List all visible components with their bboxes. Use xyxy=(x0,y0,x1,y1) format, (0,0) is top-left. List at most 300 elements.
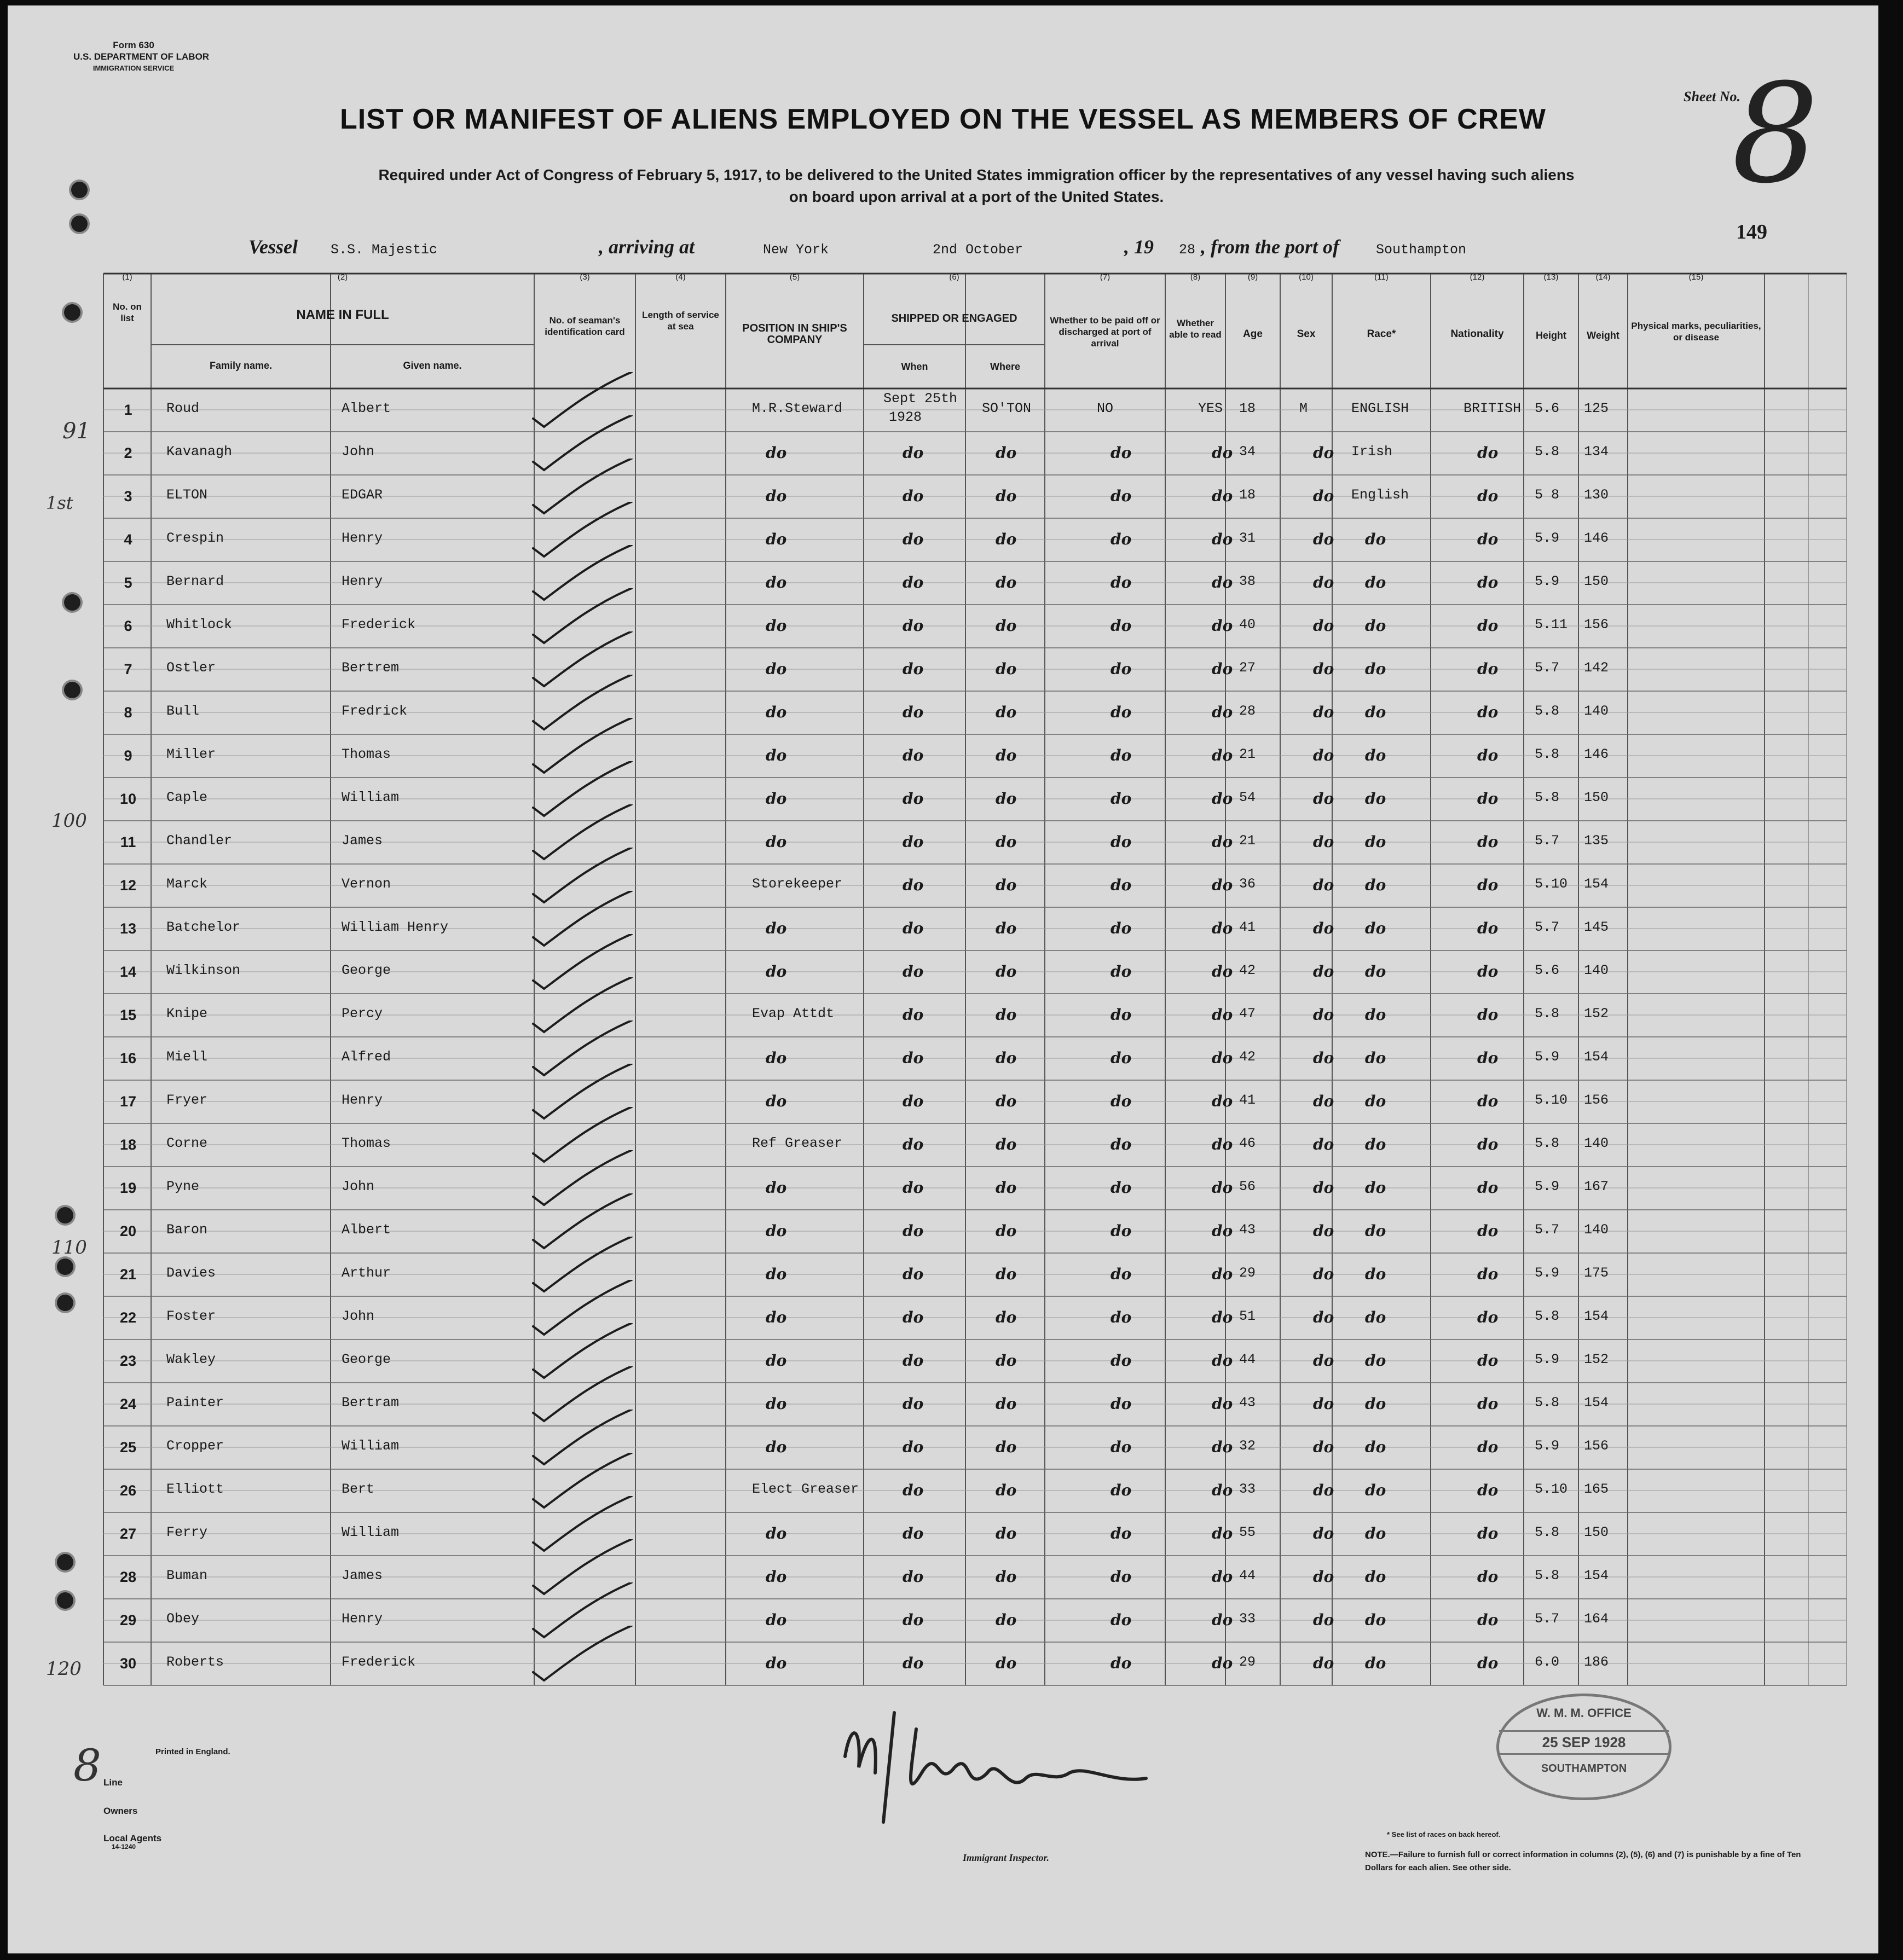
header-card: No. of seaman's identification card xyxy=(545,315,625,337)
cell-nat: do xyxy=(1477,1481,1499,1499)
cell-sex: do xyxy=(1313,703,1334,721)
margin-note: 120 xyxy=(46,1658,82,1680)
cell-read: do xyxy=(1212,876,1233,894)
cell-where: do xyxy=(996,1611,1017,1629)
cell-read: do xyxy=(1212,1049,1233,1067)
cell-paid: do xyxy=(1110,1092,1132,1110)
cell-when: do xyxy=(903,703,924,721)
cell-given: Bert xyxy=(342,1481,375,1497)
header-no: No. on list xyxy=(113,301,142,323)
cell-where: do xyxy=(996,530,1017,548)
cell-paid: do xyxy=(1110,1049,1132,1067)
arriving-label: , arriving at xyxy=(599,236,695,258)
cell-position: do xyxy=(766,487,787,505)
header-name: NAME IN FULL xyxy=(296,308,389,322)
cell-age: 44 xyxy=(1239,1352,1256,1367)
row-number: 23 xyxy=(119,1352,137,1369)
header-given: Given name. xyxy=(403,360,462,371)
row-number: 12 xyxy=(119,877,137,894)
cell-read: do xyxy=(1212,1611,1233,1629)
cell-height: 5.8 xyxy=(1535,1568,1560,1584)
cell-read: do xyxy=(1212,530,1233,548)
cell-nat: do xyxy=(1477,1654,1499,1672)
cell-height: 5.9 xyxy=(1535,1352,1560,1367)
row-number: 5 xyxy=(124,574,132,591)
cell-race: do xyxy=(1365,1179,1386,1197)
cell-position: do xyxy=(766,1352,787,1370)
cell-position: do xyxy=(766,1395,787,1413)
cell-age: 56 xyxy=(1239,1179,1256,1194)
cell-where: do xyxy=(996,1481,1017,1499)
margin-note: 1st xyxy=(46,492,73,513)
cell-when-date: Sept 25th xyxy=(883,391,958,407)
cell-sex: do xyxy=(1313,1308,1334,1326)
cell-position: do xyxy=(766,1438,787,1456)
stamp-number: 149 xyxy=(1736,221,1767,243)
cell-height: 5.9 xyxy=(1535,573,1560,589)
header-age: Age xyxy=(1243,328,1263,340)
cell-nat: do xyxy=(1477,617,1499,635)
cell-position: do xyxy=(766,1222,787,1240)
cell-race: do xyxy=(1365,1049,1386,1067)
cell-where: do xyxy=(996,1265,1017,1283)
line-label: Line xyxy=(103,1777,123,1788)
cell-age: 27 xyxy=(1239,660,1256,676)
cell-race: ENGLISH xyxy=(1351,401,1409,416)
cell-height: 5.9 xyxy=(1535,1179,1560,1194)
cell-sex: do xyxy=(1313,1524,1334,1543)
cell-where: do xyxy=(996,1179,1017,1197)
row-number: 4 xyxy=(124,531,132,548)
column-number: (7) xyxy=(1100,272,1110,282)
cell-age: 38 xyxy=(1239,573,1256,589)
cell-weight: 146 xyxy=(1584,746,1609,762)
row-number: 20 xyxy=(119,1222,137,1239)
cell-when: do xyxy=(903,1222,924,1240)
agents-code: 14-1240 xyxy=(112,1843,136,1851)
cell-age: 29 xyxy=(1239,1654,1256,1670)
cell-given: William Henry xyxy=(342,919,449,935)
cell-weight: 165 xyxy=(1584,1481,1609,1497)
header-service: Length of service at sea xyxy=(642,310,719,332)
cell-when: do xyxy=(903,1049,924,1067)
cell-position: do xyxy=(766,1092,787,1110)
cell-when: do xyxy=(903,1308,924,1326)
cell-race: do xyxy=(1365,1611,1386,1629)
cell-race: do xyxy=(1365,746,1386,764)
cell-height: 5.8 xyxy=(1535,1006,1560,1022)
cell-given: Frederick xyxy=(342,1654,416,1670)
row-number: 26 xyxy=(119,1482,137,1499)
cell-weight: 156 xyxy=(1584,1092,1609,1108)
cell-family: Bull xyxy=(166,703,200,719)
cell-weight: 146 xyxy=(1584,530,1609,546)
cell-read: do xyxy=(1212,617,1233,635)
header-marks: Physical marks, peculiarities, or disease xyxy=(1631,321,1761,343)
cell-paid: do xyxy=(1110,530,1132,548)
cell-position: do xyxy=(766,1524,787,1543)
cell-nat: do xyxy=(1477,962,1499,981)
cell-weight: 140 xyxy=(1584,962,1609,978)
cell-family: Ferry xyxy=(166,1524,208,1540)
header-height: Height xyxy=(1536,330,1566,341)
cell-height: 5.8 xyxy=(1535,1524,1560,1540)
row-number: 6 xyxy=(124,617,132,634)
cell-nat: do xyxy=(1477,487,1499,505)
cell-given: Thomas xyxy=(342,746,391,762)
cell-age: 42 xyxy=(1239,962,1256,978)
cell-race: do xyxy=(1365,703,1386,721)
cell-given: Henry xyxy=(342,573,383,589)
cell-height: 5.8 xyxy=(1535,1395,1560,1411)
cell-when: do xyxy=(903,1265,924,1283)
cell-sex: do xyxy=(1313,746,1334,764)
cell-sex: do xyxy=(1313,1265,1334,1283)
header-read: Whether able to read xyxy=(1169,318,1222,340)
from-port: Southampton xyxy=(1376,242,1467,258)
header-paid: Whether to be paid off or discharged at port of arrival xyxy=(1050,315,1160,349)
cell-family: Cropper xyxy=(166,1438,224,1454)
cell-sex: do xyxy=(1313,660,1334,678)
manifest-sheet xyxy=(8,5,1878,1953)
cell-position: do xyxy=(766,746,787,764)
cell-paid: do xyxy=(1110,790,1132,808)
row-number: 28 xyxy=(119,1568,137,1585)
cell-race: do xyxy=(1365,1654,1386,1672)
row-number: 30 xyxy=(119,1655,137,1672)
cell-family: Buman xyxy=(166,1568,208,1584)
inspector-signature xyxy=(829,1691,1157,1855)
cell-age: 42 xyxy=(1239,1049,1256,1065)
header-family: Family name. xyxy=(209,360,273,371)
cell-weight: 142 xyxy=(1584,660,1609,676)
cell-paid: do xyxy=(1110,919,1132,937)
cell-position: do xyxy=(766,1179,787,1197)
cell-sex: do xyxy=(1313,919,1334,937)
cell-age: 55 xyxy=(1239,1524,1256,1540)
column-number: (13) xyxy=(1543,272,1559,282)
row-number: 10 xyxy=(119,790,137,807)
cell-nat: do xyxy=(1477,1222,1499,1240)
cell-given: Thomas xyxy=(342,1135,391,1151)
cell-weight: 145 xyxy=(1584,919,1609,935)
cell-read: do xyxy=(1212,1352,1233,1370)
cell-height: 5.8 xyxy=(1535,444,1560,460)
cell-family: Bernard xyxy=(166,573,224,589)
cell-age: 32 xyxy=(1239,1438,1256,1454)
column-number: (2) xyxy=(337,272,348,282)
year-prefix: , 19 xyxy=(1124,236,1154,258)
cell-where: SO'TON xyxy=(982,401,1032,416)
cell-when: do xyxy=(903,1438,924,1456)
cell-race: do xyxy=(1365,1481,1386,1499)
cell-read: do xyxy=(1212,487,1233,505)
cell-given: Frederick xyxy=(342,617,416,633)
cell-race: Irish xyxy=(1351,444,1393,460)
cell-nat: do xyxy=(1477,660,1499,678)
cell-weight: 186 xyxy=(1584,1654,1609,1670)
row-number: 9 xyxy=(124,747,132,764)
cell-read: do xyxy=(1212,1524,1233,1543)
cell-when: do xyxy=(903,573,924,592)
cell-nat: do xyxy=(1477,919,1499,937)
arrival-date: 2nd October xyxy=(933,242,1023,258)
cell-when: do xyxy=(903,617,924,635)
cell-height: 6.0 xyxy=(1535,1654,1560,1670)
cell-position: do xyxy=(766,703,787,721)
cell-nat: do xyxy=(1477,1092,1499,1110)
cell-weight: 135 xyxy=(1584,833,1609,849)
header-when: When xyxy=(901,361,928,372)
cell-when: do xyxy=(903,1395,924,1413)
cell-nat: do xyxy=(1477,1438,1499,1456)
cell-age: 18 xyxy=(1239,401,1256,416)
cell-age: 21 xyxy=(1239,833,1256,849)
cell-nat: BRITISH xyxy=(1464,401,1522,416)
sheet-number: 8 xyxy=(1732,54,1819,213)
cell-family: Painter xyxy=(166,1395,224,1411)
row-number: 19 xyxy=(119,1179,137,1196)
cell-race: do xyxy=(1365,876,1386,894)
cell-read: YES xyxy=(1198,401,1223,416)
cell-age: 36 xyxy=(1239,876,1256,892)
cell-given: Vernon xyxy=(342,876,391,892)
cell-nat: do xyxy=(1477,1049,1499,1067)
cell-paid: do xyxy=(1110,1524,1132,1543)
cell-position: do xyxy=(766,617,787,635)
cell-height: 5.7 xyxy=(1535,833,1560,849)
cell-paid: do xyxy=(1110,1481,1132,1499)
cell-sex: do xyxy=(1313,1049,1334,1067)
cell-sex: do xyxy=(1313,1438,1334,1456)
cell-position: do xyxy=(766,1265,787,1283)
cell-read: do xyxy=(1212,660,1233,678)
cell-family: Crespin xyxy=(166,530,224,546)
cell-age: 51 xyxy=(1239,1308,1256,1324)
cell-sex: do xyxy=(1313,1395,1334,1413)
cell-race: English xyxy=(1351,487,1409,503)
cell-where: do xyxy=(996,746,1017,764)
cell-age: 31 xyxy=(1239,530,1256,546)
cell-nat: do xyxy=(1477,1568,1499,1586)
cell-paid: do xyxy=(1110,962,1132,981)
cell-race: do xyxy=(1365,617,1386,635)
cell-when: do xyxy=(903,790,924,808)
cell-read: do xyxy=(1212,1179,1233,1197)
cell-paid: do xyxy=(1110,1179,1132,1197)
cell-family: Foster xyxy=(166,1308,216,1324)
cell-nat: do xyxy=(1477,790,1499,808)
column-number: (10) xyxy=(1299,272,1314,282)
header-position: POSITION IN SHIP'S COMPANY xyxy=(742,322,847,346)
cell-where: do xyxy=(996,1308,1017,1326)
cell-sex: do xyxy=(1313,1611,1334,1629)
row-number: 3 xyxy=(124,488,132,505)
page-title: LIST OR MANIFEST OF ALIENS EMPLOYED ON THE VESSEL AS MEMBERS OF CREW xyxy=(340,103,1546,135)
cell-given: Henry xyxy=(342,1611,383,1627)
cell-where: do xyxy=(996,790,1017,808)
cell-read: do xyxy=(1212,790,1233,808)
cell-given: William xyxy=(342,1524,400,1540)
cell-age: 43 xyxy=(1239,1222,1256,1238)
cell-race: do xyxy=(1365,1135,1386,1153)
cell-weight: 140 xyxy=(1584,1135,1609,1151)
cell-family: Baron xyxy=(166,1222,208,1238)
form-number: Form 630 xyxy=(113,40,154,50)
cell-given: Arthur xyxy=(342,1265,391,1281)
cell-position: do xyxy=(766,660,787,678)
column-number: (14) xyxy=(1595,272,1611,282)
cell-nat: do xyxy=(1477,573,1499,592)
cell-where: do xyxy=(996,1092,1017,1110)
cell-position: do xyxy=(766,1654,787,1672)
cell-nat: do xyxy=(1477,1308,1499,1326)
cell-height: 5.6 xyxy=(1535,401,1560,416)
cell-weight: 125 xyxy=(1584,401,1609,416)
row-number: 16 xyxy=(119,1049,137,1066)
cell-given: Bertrem xyxy=(342,660,400,676)
inspector-label: Immigrant Inspector. xyxy=(963,1852,1050,1863)
cell-weight: 156 xyxy=(1584,617,1609,633)
cell-position: do xyxy=(766,962,787,981)
cell-height: 5.10 xyxy=(1535,1481,1568,1497)
cell-where: do xyxy=(996,876,1017,894)
row-number: 11 xyxy=(120,833,136,850)
row-number: 18 xyxy=(119,1136,137,1153)
owners-label: Owners xyxy=(103,1806,138,1816)
cell-paid: do xyxy=(1110,1308,1132,1326)
cell-when: do xyxy=(903,530,924,548)
cell-family: Marck xyxy=(166,876,208,892)
cell-weight: 154 xyxy=(1584,876,1609,892)
cell-family: Corne xyxy=(166,1135,208,1151)
cell-family: Miell xyxy=(166,1049,208,1065)
cell-given: Bertram xyxy=(342,1395,400,1411)
cell-race: do xyxy=(1365,573,1386,592)
subtitle-line-2: on board upon arrival at a port of the United States. xyxy=(789,188,1164,205)
cell-family: Knipe xyxy=(166,1006,208,1022)
row-number: 15 xyxy=(119,1006,137,1023)
cell-height: 5.9 xyxy=(1535,530,1560,546)
cell-nat: do xyxy=(1477,1006,1499,1024)
cell-age: 54 xyxy=(1239,790,1256,805)
cell-position: do xyxy=(766,530,787,548)
footer xyxy=(8,5,1878,1953)
cell-given: George xyxy=(342,1352,391,1367)
cell-when: do xyxy=(903,487,924,505)
cell-height: 5.8 xyxy=(1535,703,1560,719)
cell-height: 5.10 xyxy=(1535,1092,1568,1108)
cell-weight: 152 xyxy=(1584,1352,1609,1367)
cell-paid: do xyxy=(1110,876,1132,894)
cell-where: do xyxy=(996,1006,1017,1024)
cell-height: 5.8 xyxy=(1535,746,1560,762)
cell-paid: do xyxy=(1110,1568,1132,1586)
cell-where: do xyxy=(996,1352,1017,1370)
cell-family: Batchelor xyxy=(166,919,241,935)
race-note: * See list of races on back hereof. xyxy=(1387,1830,1501,1839)
cell-paid: do xyxy=(1110,1006,1132,1024)
cell-age: 43 xyxy=(1239,1395,1256,1411)
cell-when: do xyxy=(903,1006,924,1024)
cell-when: 1928 xyxy=(889,409,922,425)
cell-family: Caple xyxy=(166,790,208,805)
cell-position: do xyxy=(766,919,787,937)
cell-paid: do xyxy=(1110,444,1132,462)
cell-position: do xyxy=(766,833,787,851)
cell-nat: do xyxy=(1477,1265,1499,1283)
column-number: (4) xyxy=(675,272,686,282)
cell-given: Henry xyxy=(342,530,383,546)
cell-given: John xyxy=(342,444,375,460)
cell-when: do xyxy=(903,962,924,981)
cell-age: 18 xyxy=(1239,487,1256,503)
cell-nat: do xyxy=(1477,530,1499,548)
cell-sex: do xyxy=(1313,876,1334,894)
cell-given: Alfred xyxy=(342,1049,391,1065)
cell-family: Elliott xyxy=(166,1481,224,1497)
cell-sex: do xyxy=(1313,1568,1334,1586)
cell-read: do xyxy=(1212,703,1233,721)
cell-age: 44 xyxy=(1239,1568,1256,1584)
cell-given: Fredrick xyxy=(342,703,408,719)
cell-height: 5.9 xyxy=(1535,1438,1560,1454)
row-number: 22 xyxy=(119,1309,137,1326)
cell-height: 5.8 xyxy=(1535,1135,1560,1151)
cell-age: 41 xyxy=(1239,1092,1256,1108)
cell-weight: 130 xyxy=(1584,487,1609,503)
department: U.S. DEPARTMENT OF LABOR xyxy=(73,51,210,62)
cell-nat: do xyxy=(1477,1179,1499,1197)
cell-nat: do xyxy=(1477,833,1499,851)
cell-paid: do xyxy=(1110,1611,1132,1629)
cell-when: do xyxy=(903,1524,924,1543)
stamp-office: W. M. M. OFFICE xyxy=(1536,1706,1632,1720)
cell-when: do xyxy=(903,1481,924,1499)
cell-sex: do xyxy=(1313,1135,1334,1153)
cell-when: do xyxy=(903,833,924,851)
cell-when: do xyxy=(903,1092,924,1110)
cell-position: do xyxy=(766,1611,787,1629)
cell-given: George xyxy=(342,962,391,978)
cell-race: do xyxy=(1365,1308,1386,1326)
cell-nat: do xyxy=(1477,1352,1499,1370)
cell-paid: do xyxy=(1110,1222,1132,1240)
cell-paid: do xyxy=(1110,833,1132,851)
cell-family: ELTON xyxy=(166,487,208,503)
cell-paid: do xyxy=(1110,1265,1132,1283)
cell-when: do xyxy=(903,444,924,462)
cell-read: do xyxy=(1212,1481,1233,1499)
printed-label: Printed in England. xyxy=(155,1747,230,1756)
cell-paid: do xyxy=(1110,746,1132,764)
row-number: 25 xyxy=(119,1439,137,1455)
cell-sex: do xyxy=(1313,1352,1334,1370)
cell-where: do xyxy=(996,573,1017,592)
cell-where: do xyxy=(996,1568,1017,1586)
header-nationality: Nationality xyxy=(1450,328,1504,340)
cell-position: Ref Greaser xyxy=(752,1135,843,1151)
cell-paid: do xyxy=(1110,1352,1132,1370)
cell-race: do xyxy=(1365,530,1386,548)
cell-weight: 154 xyxy=(1584,1395,1609,1411)
cell-where: do xyxy=(996,962,1017,981)
cell-age: 21 xyxy=(1239,746,1256,762)
column-number: (5) xyxy=(789,272,800,282)
cell-nat: do xyxy=(1477,444,1499,462)
service: IMMIGRATION SERVICE xyxy=(92,64,175,72)
cell-race: do xyxy=(1365,1395,1386,1413)
